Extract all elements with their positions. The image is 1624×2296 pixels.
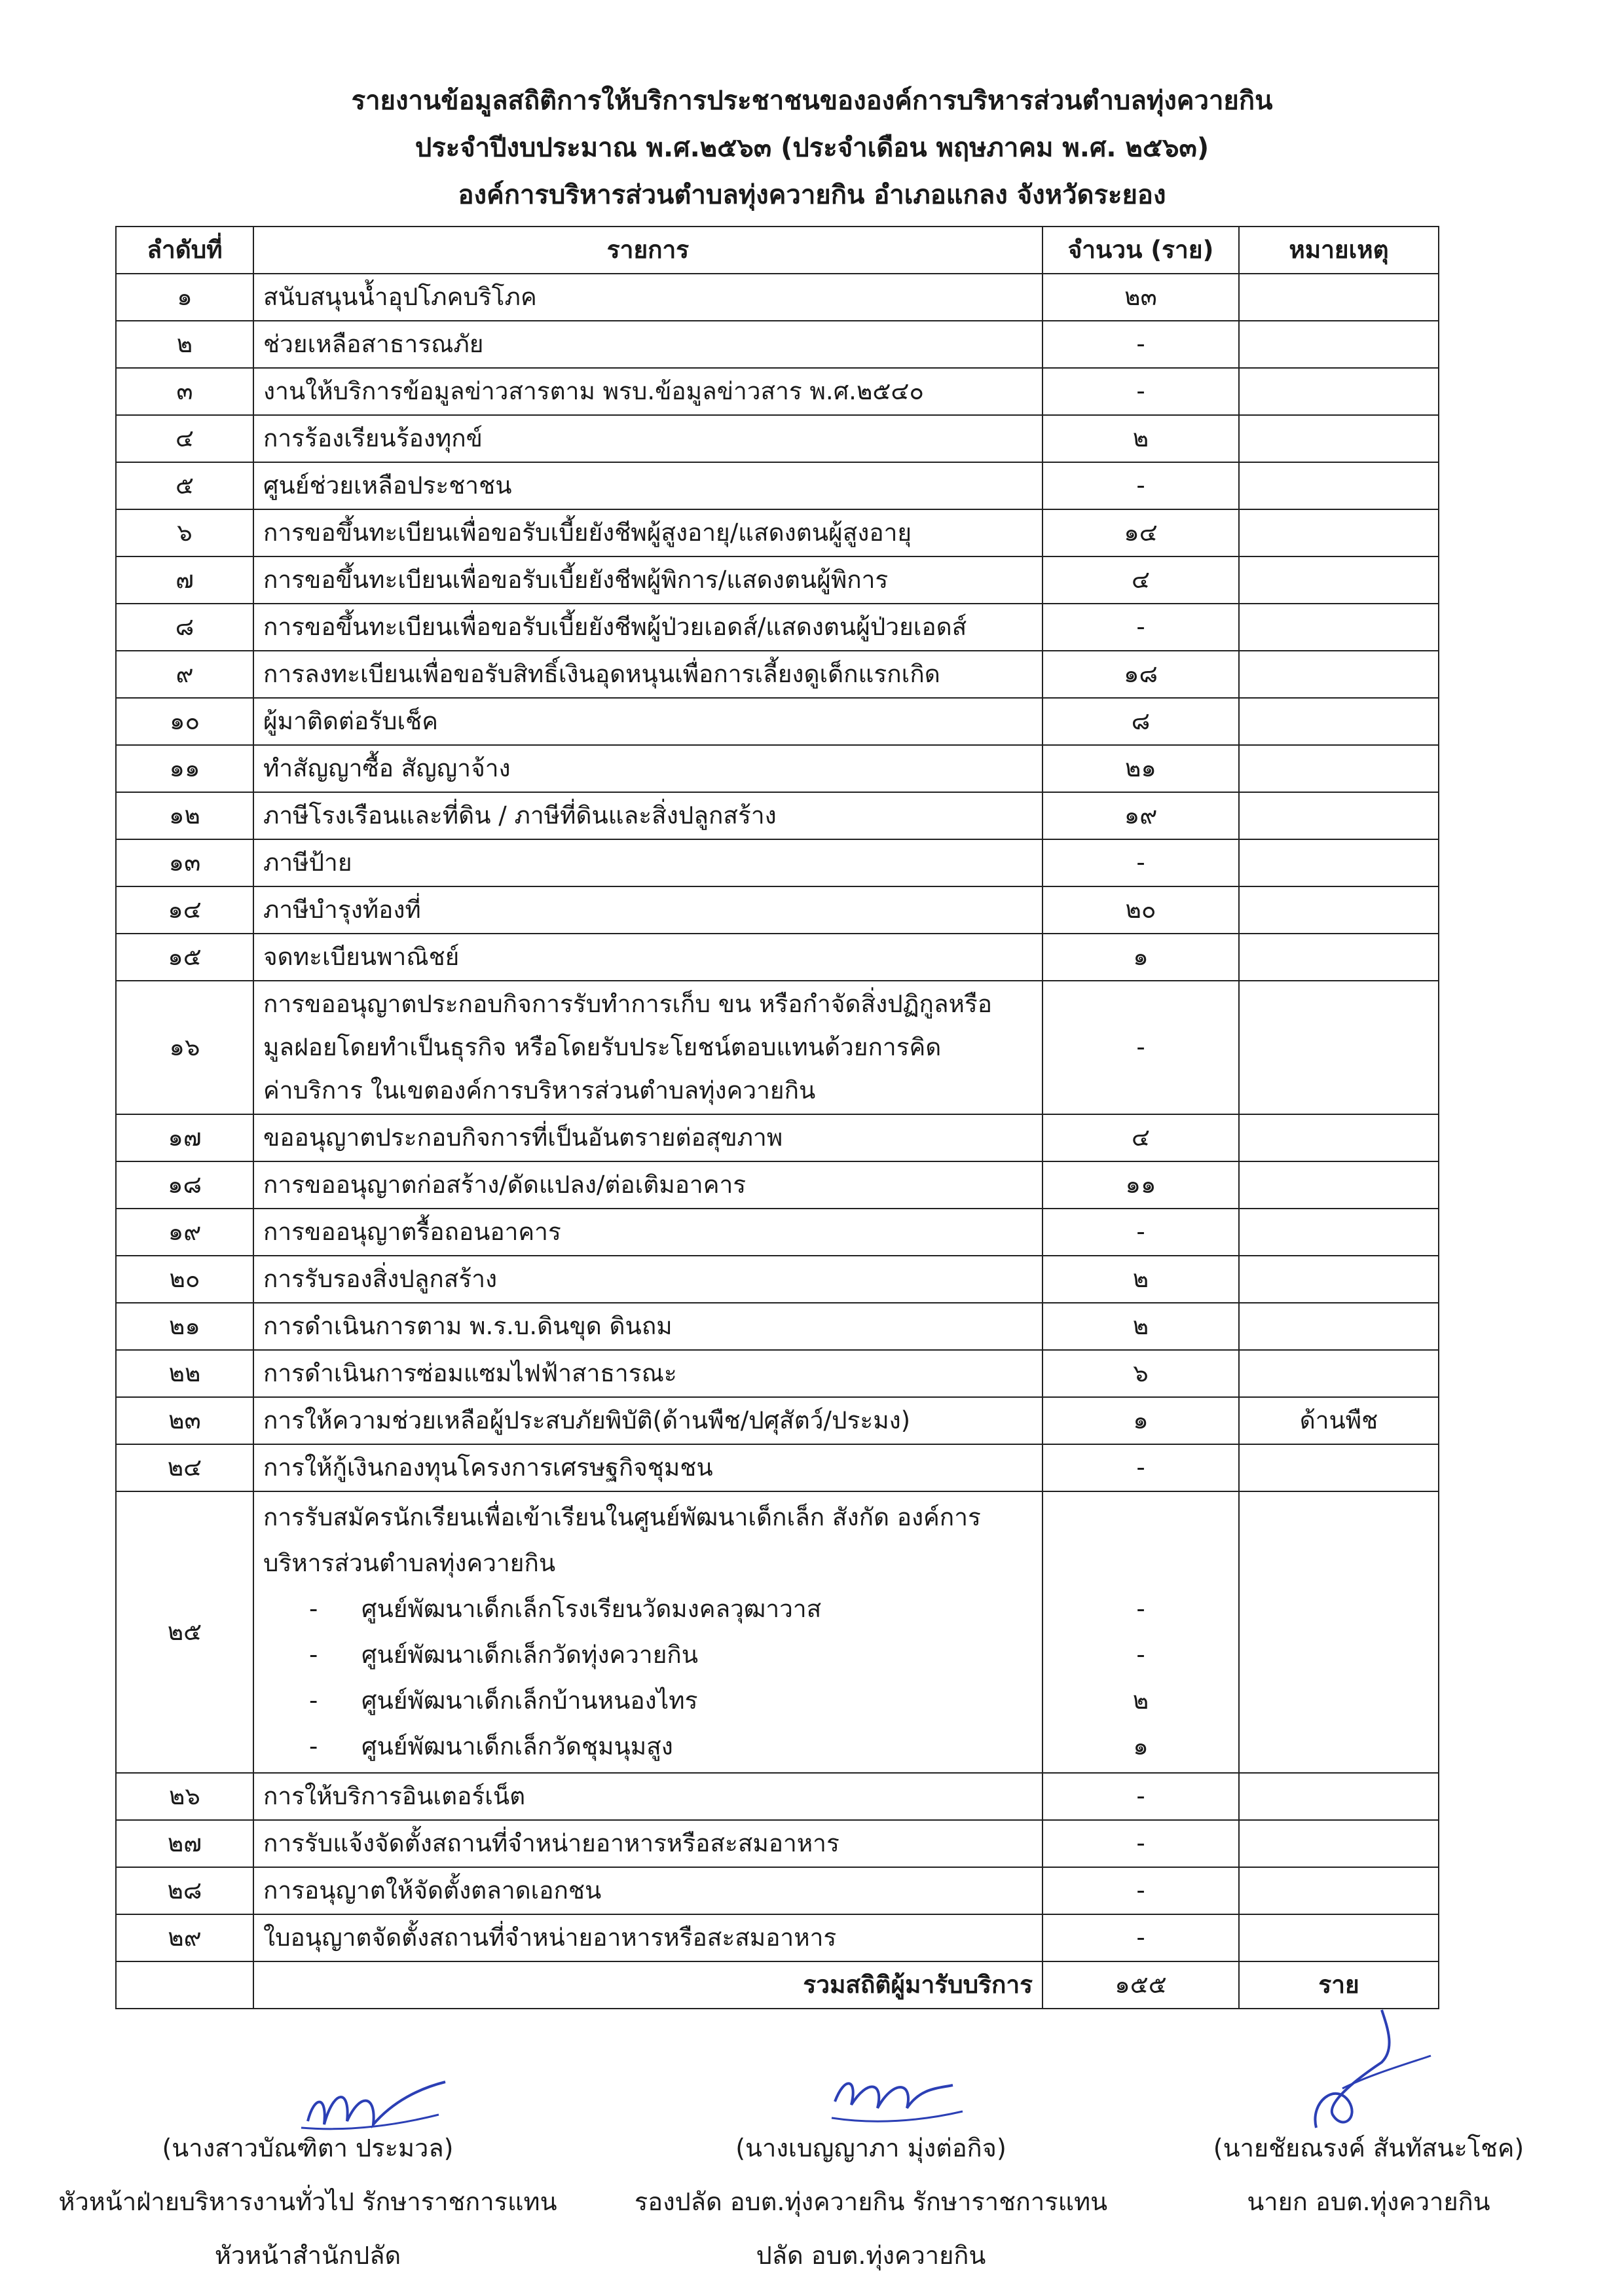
row-count-multi	[1043, 1491, 1239, 1773]
title-line-1: รายงานข้อมูลสถิติการให้บริการประชาชนขององค์การบริหารส่วนตำบลทุ่งควายกิน	[351, 86, 1273, 116]
middle-signature-mark	[822, 2062, 972, 2128]
table-row	[116, 1773, 1439, 1820]
row-count: -	[1043, 604, 1239, 651]
total-label: รวมสถิติผู้มารับบริการ	[253, 1961, 1043, 2009]
row-count: -	[1043, 839, 1239, 886]
row-note	[1239, 792, 1439, 839]
row-item: ช่วยเหลือสาธารณภัย	[253, 321, 1043, 368]
row-item: ภาษีป้าย	[253, 839, 1043, 886]
table-row	[116, 1491, 1439, 1773]
table-row	[116, 1256, 1439, 1303]
row-count: ๔	[1043, 556, 1239, 604]
row-no: ๑๗	[116, 1114, 253, 1161]
row-count: ๑	[1043, 1397, 1239, 1444]
row-note	[1239, 1209, 1439, 1256]
sub-dash: -	[309, 1641, 318, 1669]
row25-line-1: การรับสมัครนักเรียนเพื่อเข้าเรียนในศูนย์พัฒนาเด็กเล็ก สังกัด องค์การ	[263, 1503, 981, 1531]
table-row	[116, 1209, 1439, 1256]
table-body-a	[116, 274, 1439, 981]
table-row	[116, 462, 1439, 509]
table-row	[116, 604, 1439, 651]
row-note	[1239, 934, 1439, 981]
row-note	[1239, 651, 1439, 698]
row-no: ๒๗	[116, 1820, 253, 1867]
row-note	[1239, 886, 1439, 934]
middle-signatory-position-1: รองปลัด อบต.ทุ่งควายกิน รักษาราชการแทน	[634, 2187, 1108, 2216]
middle-signature-block	[602, 2121, 1139, 2282]
row-no: ๑๔	[116, 886, 253, 934]
left-signatory-position-2: หัวหน้าสำนักปลัด	[214, 2241, 401, 2270]
row-no: ๑๐	[116, 698, 253, 745]
row16-line-3: ค่าบริการ ในเขตองค์การบริหารส่วนตำบลทุ่งควายกิน	[263, 1076, 816, 1104]
table-row	[116, 886, 1439, 934]
left-signatory-position-1: หัวหน้าฝ่ายบริหารงานทั่วไป รักษาราชการแทน	[58, 2187, 557, 2216]
table-row	[116, 1397, 1439, 1444]
total-value: ๑๕๕	[1043, 1961, 1239, 2009]
row-note	[1239, 462, 1439, 509]
row-item: การให้บริการอินเตอร์เน็ต	[253, 1773, 1043, 1820]
title-line-3: องค์การบริหารส่วนตำบลทุ่งควายกิน อำเภอแกลง จังหวัดระยอง	[458, 180, 1166, 210]
row-item: การให้ความช่วยเหลือผู้ประสบภัยพิบัติ(ด้านพืช/ปศุสัตว์/ประมง)	[253, 1397, 1043, 1444]
row-count: ๑๑	[1043, 1161, 1239, 1209]
row-item: ขออนุญาตประกอบกิจการที่เป็นอันตรายต่อสุขภาพ	[253, 1114, 1043, 1161]
header-note: หมายเหตุ	[1239, 227, 1439, 274]
row-note	[1239, 509, 1439, 556]
row-item: การรับรองสิ่งปลูกสร้าง	[253, 1256, 1043, 1303]
table-row	[116, 981, 1439, 1114]
table-row	[116, 1820, 1439, 1867]
row-item-multiline	[253, 981, 1043, 1114]
row-no: ๑	[116, 274, 253, 321]
row-note	[1239, 274, 1439, 321]
sub-label: ศูนย์พัฒนาเด็กเล็กบ้านหนองไทร	[361, 1686, 698, 1715]
row-note	[1239, 1161, 1439, 1209]
row-note	[1239, 839, 1439, 886]
sub-dash: -	[309, 1595, 318, 1623]
row-note	[1239, 745, 1439, 792]
row-item: การขออนุญาตก่อสร้าง/ดัดแปลง/ต่อเติมอาคาร	[253, 1161, 1043, 1209]
row-item: การอนุญาตให้จัดตั้งตลาดเอกชน	[253, 1867, 1043, 1914]
table-row	[116, 792, 1439, 839]
row-no: ๓	[116, 368, 253, 415]
row-count: ๘	[1043, 698, 1239, 745]
middle-signatory-name: (นางเบญญาภา มุ่งต่อกิจ)	[735, 2134, 1006, 2162]
row16-line-1: การขออนุญาตประกอบกิจการรับทำการเก็บ ขน หรือกำจัดสิ่งปฏิกูลหรือ	[263, 990, 993, 1018]
table-row	[116, 556, 1439, 604]
row-no: ๒๒	[116, 1350, 253, 1397]
table-row	[116, 1114, 1439, 1161]
row-count: ๒	[1043, 1256, 1239, 1303]
row-no: ๒๓	[116, 1397, 253, 1444]
row-count: -	[1043, 462, 1239, 509]
row-item: งานให้บริการข้อมูลข่าวสารตาม พรบ.ข้อมูลข่าวสาร พ.ศ.๒๕๔๐	[253, 368, 1043, 415]
sub-count: ๒	[1132, 1686, 1149, 1715]
row-note	[1239, 368, 1439, 415]
row-no: ๒	[116, 321, 253, 368]
table-row	[116, 509, 1439, 556]
header-no: ลำดับที่	[116, 227, 253, 274]
statistics-table	[115, 226, 1439, 2009]
header-item: รายการ	[253, 227, 1043, 274]
row-note	[1239, 981, 1439, 1114]
row-note	[1239, 1867, 1439, 1914]
sub-count: ๑	[1133, 1732, 1149, 1760]
row-count: ๒๑	[1043, 745, 1239, 792]
table-header-row	[116, 227, 1439, 274]
table-row	[116, 1867, 1439, 1914]
table-row	[116, 1161, 1439, 1209]
row-no: ๒๖	[116, 1773, 253, 1820]
table-row	[116, 368, 1439, 415]
row-item: การรับแจ้งจัดตั้งสถานที่จำหน่ายอาหารหรือสะสมอาหาร	[253, 1820, 1043, 1867]
row-note	[1239, 1820, 1439, 1867]
row-count: -	[1043, 1914, 1239, 1961]
row-no: ๑๘	[116, 1161, 253, 1209]
table-body-b	[116, 1114, 1439, 1491]
row-count: -	[1043, 1820, 1239, 1867]
row-item: การขอขึ้นทะเบียนเพื่อขอรับเบี้ยยังชีพผู้พิการ/แสดงตนผู้พิการ	[253, 556, 1043, 604]
row-count: -	[1043, 321, 1239, 368]
document-title	[0, 77, 1624, 219]
row-note	[1239, 1491, 1439, 1773]
row-item: ภาษีโรงเรือนและที่ดิน / ภาษีที่ดินและสิ่งปลูกสร้าง	[253, 792, 1043, 839]
right-signature-mark	[1297, 2003, 1441, 2141]
table-row	[116, 651, 1439, 698]
table-body-c	[116, 1773, 1439, 1961]
sub-count: -	[1136, 1595, 1145, 1623]
row-count: ๒	[1043, 415, 1239, 462]
sub-item	[263, 1678, 1033, 1724]
sub-dash: -	[309, 1732, 318, 1760]
row-count: ๒๐	[1043, 886, 1239, 934]
total-unit: ราย	[1239, 1961, 1439, 2009]
row-no: ๖	[116, 509, 253, 556]
total-row	[116, 1961, 1439, 2009]
middle-signatory-position-2: ปลัด อบต.ทุ่งควายกิน	[756, 2241, 986, 2270]
row-count: ๑๙	[1043, 792, 1239, 839]
row-item: ทำสัญญาซื้อ สัญญาจ้าง	[253, 745, 1043, 792]
row-count: ๑๘	[1043, 651, 1239, 698]
header-count: จำนวน (ราย)	[1043, 227, 1239, 274]
row-no: ๙	[116, 651, 253, 698]
table-row	[116, 1444, 1439, 1491]
row-no: ๑๓	[116, 839, 253, 886]
row-count: -	[1043, 1444, 1239, 1491]
row-note: ด้านพืช	[1239, 1397, 1439, 1444]
table-row	[116, 698, 1439, 745]
row-count: ๑	[1043, 934, 1239, 981]
row-note	[1239, 1444, 1439, 1491]
sub-item	[263, 1724, 1033, 1770]
row-item: จดทะเบียนพาณิชย์	[253, 934, 1043, 981]
sub-label: ศูนย์พัฒนาเด็กเล็กวัดชุมนุมสูง	[361, 1732, 673, 1760]
row-item: การขอขึ้นทะเบียนเพื่อขอรับเบี้ยยังชีพผู้ป่วยเอดส์/แสดงตนผู้ป่วยเอดส์	[253, 604, 1043, 651]
sub-label: ศูนย์พัฒนาเด็กเล็กโรงเรียนวัดมงคลวุฒาวาส	[361, 1595, 822, 1623]
row-no: ๘	[116, 604, 253, 651]
row-no: ๒๕	[116, 1491, 253, 1773]
table-row	[116, 415, 1439, 462]
left-signatory-name: (นางสาวบัณฑิตา ประมวล)	[162, 2134, 454, 2162]
row-count: ๒	[1043, 1303, 1239, 1350]
sub-count: -	[1136, 1641, 1145, 1669]
row-count: ๔	[1043, 1114, 1239, 1161]
row-no: ๒๘	[116, 1867, 253, 1914]
row-no: ๑๕	[116, 934, 253, 981]
row-note	[1239, 1914, 1439, 1961]
table-row	[116, 745, 1439, 792]
row-note	[1239, 1350, 1439, 1397]
row-item: ศูนย์ช่วยเหลือประชาชน	[253, 462, 1043, 509]
row-count: -	[1043, 1773, 1239, 1820]
table-row	[116, 839, 1439, 886]
table-body-row25	[116, 1491, 1439, 1773]
table-row	[116, 1350, 1439, 1397]
row-note	[1239, 698, 1439, 745]
table-body-row16	[116, 981, 1439, 1114]
row-item: การดำเนินการซ่อมแซมไฟฟ้าสาธารณะ	[253, 1350, 1043, 1397]
row-item-multiline	[253, 1491, 1043, 1773]
row-item: การขออนุญาตรื้อถอนอาคาร	[253, 1209, 1043, 1256]
row-no: ๒๔	[116, 1444, 253, 1491]
row-no: ๔	[116, 415, 253, 462]
table-row	[116, 1914, 1439, 1961]
table-row	[116, 321, 1439, 368]
row-no: ๒๑	[116, 1303, 253, 1350]
row-item: ใบอนุญาตจัดตั้งสถานที่จำหน่ายอาหารหรือสะสมอาหาร	[253, 1914, 1043, 1961]
row-count: -	[1043, 981, 1239, 1114]
row-item: ผู้มาติดต่อรับเช็ค	[253, 698, 1043, 745]
row-note	[1239, 556, 1439, 604]
row-no: ๑๙	[116, 1209, 253, 1256]
row-note	[1239, 1773, 1439, 1820]
row-note	[1239, 321, 1439, 368]
row-count: -	[1043, 1209, 1239, 1256]
row-note	[1239, 1256, 1439, 1303]
row-item: การดำเนินการตาม พ.ร.บ.ดินขุด ดินถม	[253, 1303, 1043, 1350]
right-signatory-name: (นายชัยณรงค์ สันทัสนะโชค)	[1213, 2134, 1524, 2162]
sub-dash: -	[309, 1686, 318, 1715]
row-count: ๖	[1043, 1350, 1239, 1397]
table-total	[116, 1961, 1439, 2009]
row-note	[1239, 604, 1439, 651]
row-note	[1239, 1114, 1439, 1161]
row-item: การขอขึ้นทะเบียนเพื่อขอรับเบี้ยยังชีพผู้สูงอายุ/แสดงตนผู้สูงอายุ	[253, 509, 1043, 556]
sub-item	[263, 1586, 1033, 1632]
row-no: ๑๒	[116, 792, 253, 839]
total-empty-cell	[116, 1961, 253, 2009]
table-row	[116, 1303, 1439, 1350]
row-count: -	[1043, 368, 1239, 415]
row25-line-2: บริหารส่วนตำบลทุ่งควายกิน	[263, 1549, 556, 1577]
row-count: ๑๔	[1043, 509, 1239, 556]
sub-item	[263, 1632, 1033, 1678]
row-no: ๕	[116, 462, 253, 509]
right-signature-block	[1166, 2121, 1572, 2229]
table-row	[116, 934, 1439, 981]
row-item: ภาษีบำรุงท้องที่	[253, 886, 1043, 934]
row-no: ๒๙	[116, 1914, 253, 1961]
row-note	[1239, 1303, 1439, 1350]
right-signatory-position-1: นายก อบต.ทุ่งควายกิน	[1247, 2187, 1490, 2216]
row-no: ๒๐	[116, 1256, 253, 1303]
table-row	[116, 274, 1439, 321]
row-count: ๒๓	[1043, 274, 1239, 321]
row-item: การลงทะเบียนเพื่อขอรับสิทธิ์เงินอุดหนุนเพื่อการเลี้ยงดูเด็กแรกเกิด	[253, 651, 1043, 698]
row-item: การร้องเรียนร้องทุกข์	[253, 415, 1043, 462]
row-note	[1239, 415, 1439, 462]
title-line-2: ประจำปีงบประมาณ พ.ศ.๒๕๖๓ (ประจำเดือน พฤษภาคม พ.ศ. ๒๕๖๓)	[415, 133, 1209, 163]
row-count: -	[1043, 1867, 1239, 1914]
row-item: สนับสนุนน้ำอุปโภคบริโภค	[253, 274, 1043, 321]
row-item: การให้กู้เงินกองทุนโครงการเศรษฐกิจชุมชน	[253, 1444, 1043, 1491]
row-no: ๑๑	[116, 745, 253, 792]
left-signature-block	[39, 2121, 576, 2282]
row-no: ๗	[116, 556, 253, 604]
sub-label: ศูนย์พัฒนาเด็กเล็กวัดทุ่งควายกิน	[361, 1641, 699, 1669]
row16-line-2: มูลฝอยโดยทำเป็นธุรกิจ หรือโดยรับประโยชน์ตอบแทนด้วยการคิด	[263, 1033, 942, 1061]
row-no: ๑๖	[116, 981, 253, 1114]
